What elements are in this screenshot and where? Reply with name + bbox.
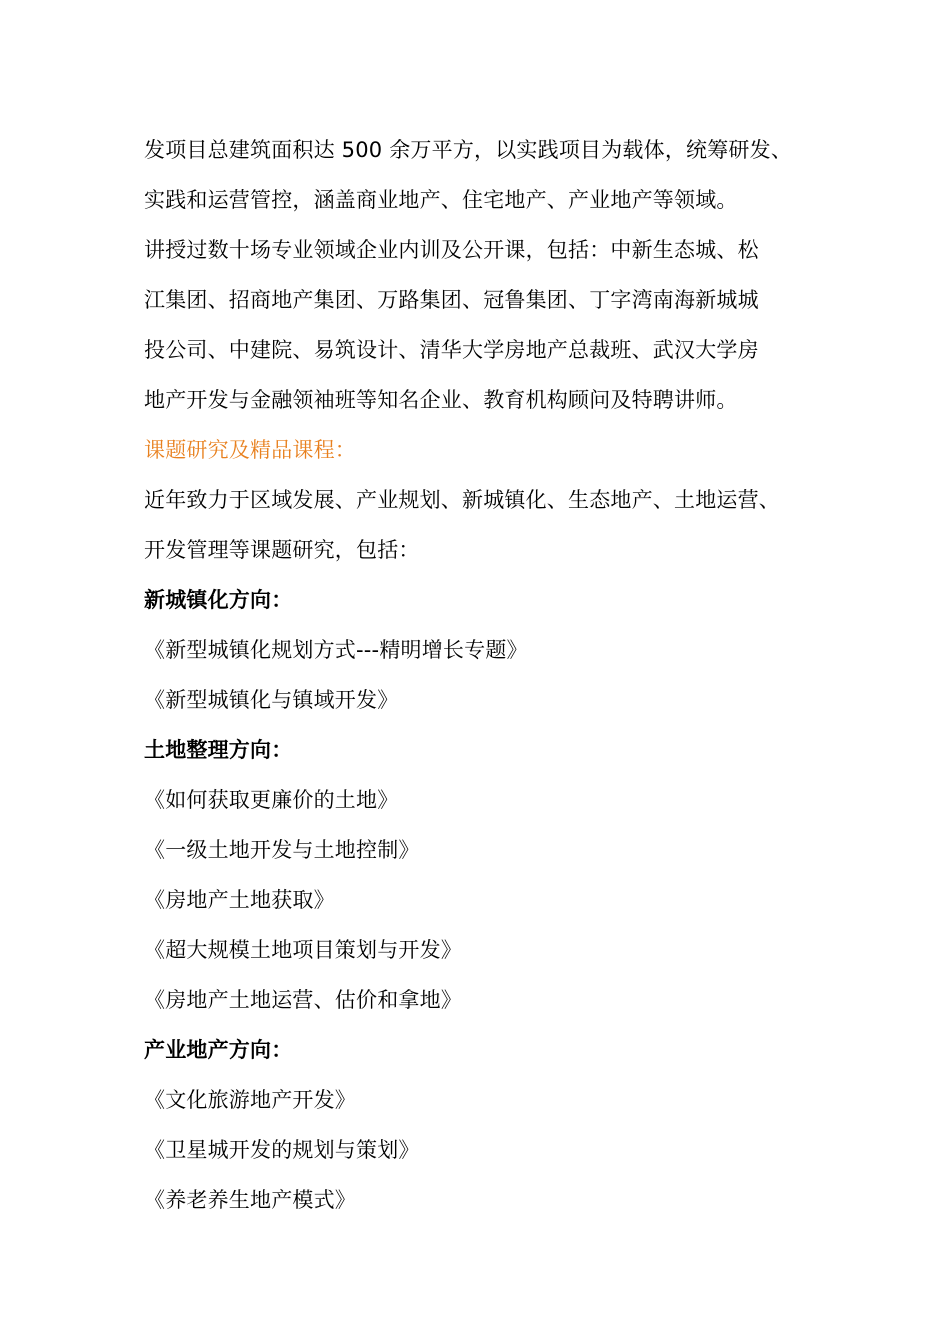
course-item: 《房地产土地运营、估价和拿地》 (144, 988, 462, 1012)
research-line-1: 近年致力于区域发展、产业规划、新城镇化、生态地产、土地运营、 (144, 488, 780, 512)
section-title: 课题研究及精品课程： (144, 438, 356, 462)
training-line-1: 讲授过数十场专业领域企业内训及公开课，包括：中新生态城、松 (144, 238, 759, 262)
direction-title-land: 土地整理方向： (144, 738, 293, 762)
intro-line-1: 发项目总建筑面积达 500 余万平方，以实践项目为载体，统筹研发、 (144, 138, 793, 162)
training-line-2: 江集团、招商地产集团、万路集团、冠鲁集团、丁字湾南海新城城 (144, 288, 759, 312)
course-item: 《养老养生地产模式》 (144, 1188, 356, 1212)
direction-title-industrial: 产业地产方向： (144, 1038, 293, 1062)
course-item: 《房地产土地获取》 (144, 888, 335, 912)
course-item: 《卫星城开发的规划与策划》 (144, 1138, 420, 1162)
intro-line-2: 实践和运营管控，涵盖商业地产、住宅地产、产业地产等领域。 (144, 188, 738, 212)
training-line-4: 地产开发与金融领袖班等知名企业、教育机构顾问及特聘讲师。 (144, 388, 738, 412)
course-item: 《一级土地开发与土地控制》 (144, 838, 420, 862)
course-item: 《文化旅游地产开发》 (144, 1088, 356, 1112)
course-item: 《新型城镇化规划方式---精明增长专题》 (144, 638, 528, 662)
training-line-3: 投公司、中建院、易筑设计、清华大学房地产总裁班、武汉大学房 (144, 338, 759, 362)
course-item: 《如何获取更廉价的土地》 (144, 788, 399, 812)
course-item: 《超大规模土地项目策划与开发》 (144, 938, 462, 962)
document-page (144, 125, 844, 1225)
research-line-2: 开发管理等课题研究，包括： (144, 538, 420, 562)
course-item: 《新型城镇化与镇域开发》 (144, 688, 399, 712)
direction-title-urbanization: 新城镇化方向： (144, 588, 293, 612)
